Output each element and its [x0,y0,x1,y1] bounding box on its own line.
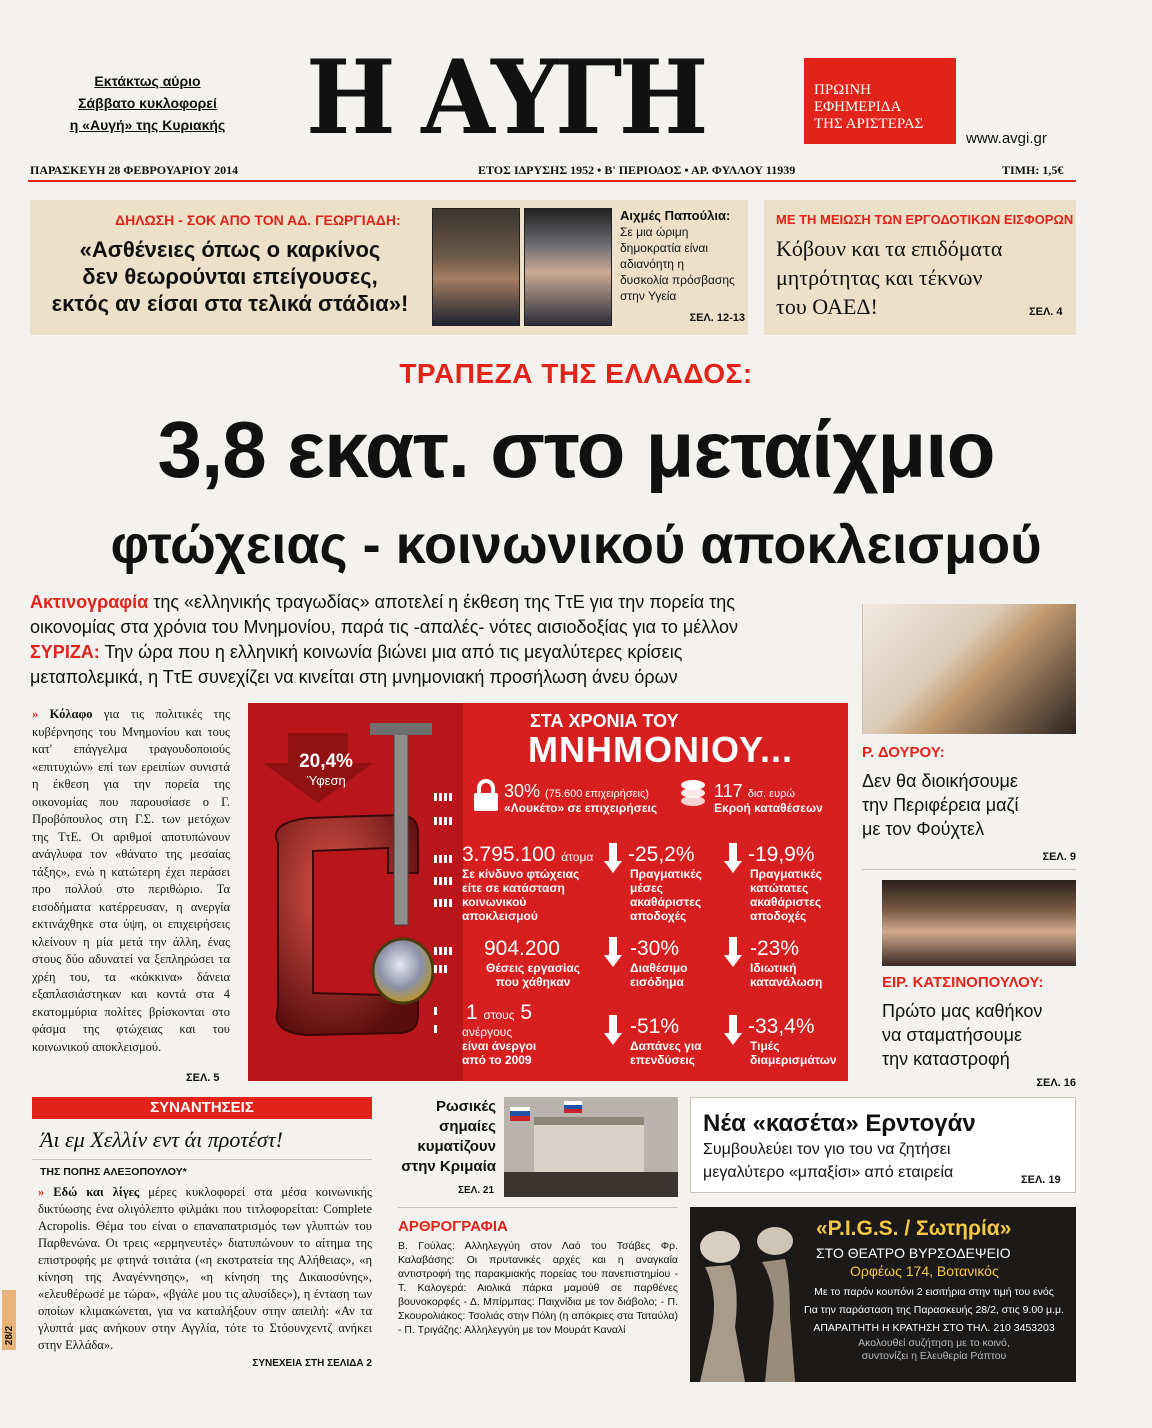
income-line-2: εισόδημα [630,975,684,989]
lead-para-1 [30,590,840,615]
meetings-divider [32,1159,372,1160]
consumption-label [750,961,822,989]
lead-page-ref: ΣΕΛ. 5 [186,1072,220,1084]
down-arrow-icon [724,937,742,967]
wages-min-line-4: αποδοχές [750,909,807,923]
income-label [630,961,687,989]
deposits-value: 117 [714,781,743,801]
crimea-line-4: στην Κριμαία [401,1158,496,1175]
down-arrow-icon [604,937,622,967]
wages-min-label [750,867,822,923]
recession-label: Ύφεση [306,773,346,788]
newspaper-title: Η ΑΥΓΗ [306,38,705,158]
issue-date: ΠΑΡΑΣΚΕΥΗ 28 ΦΕΒΡΟΥΑΡΙΟΥ 2014 [30,163,239,177]
wages-min-line-1: Πραγματικές [750,867,822,881]
dourou-quote[interactable] [862,769,1076,841]
people-icons [432,787,456,1080]
crimea-line-1: Ρωσικές [435,1098,496,1115]
georgiadis-photo [432,208,520,326]
poverty-value: 3.795.100 [462,843,556,866]
katsinopoulou-quote[interactable] [882,999,1076,1071]
jobs-label [480,961,586,989]
promo-line-4: Ακολουθεί συζήτηση με το κοινό, [858,1337,1010,1349]
right-column [862,604,1076,1089]
oaed-kicker: ΜΕ ΤΗ ΜΕΙΩΣΗ ΤΩΝ ΕΡΓΟΔΟΤΙΚΩΝ ΕΙΣΦΟΡΩΝ [776,212,1074,227]
down-arrow-icon [604,1015,622,1045]
lead-para-2-line-1: Την ώρα που η ελληνική κοινωνία βιώνει μια από τις μεγαλύτερες κρίσεις [99,642,683,662]
promo-title: «P.I.G.S. / Σωτηρία» [816,1217,1012,1240]
aside-line-3: αδιανόητη η [620,257,684,271]
poverty-unit: άτομα [561,850,594,864]
infographic-title-big: ΜΝΗΜΟΝΙΟΥ... [528,729,794,770]
tagline-line-1: ΠΡΩΙΝΗ [814,82,871,98]
lead-para-1-line-1: της «ελληνικής τραγωδίας» αποτελεί η έκθεση της ΤτΕ για την πορεία της [148,592,735,612]
oaed-headline [776,234,1002,321]
edge-date: 28/2 [4,1325,16,1346]
poverty-row [462,843,593,869]
lead-para-2-red: ΣΥΡΙΖΑ: [30,642,100,662]
aside-line-1: Σε μια ώριμη [620,225,689,239]
teaser-oaed[interactable] [764,200,1076,335]
dourou-line-3: με τον Φούχτελ [862,819,985,839]
right-divider [862,869,1076,870]
infographic-memorandum [248,703,848,1081]
katsinopoulou-name: ΕΙΡ. ΚΑΤΣΙΝΟΠΟΥΛΟΥ: [882,974,1044,991]
katsinopoulou-line-3: την καταστροφή [882,1049,1010,1069]
poverty-line-4: αποκλεισμού [462,909,538,923]
wages-avg-value: -25,2% [628,843,695,866]
wages-avg-line-3: ακαθάριστες [630,895,702,909]
closed-label: «Λουκέτο» σε επιχειρήσεις [504,801,658,815]
prices-value: -33,4% [748,1015,815,1038]
jobs-line-1: Θέσεις εργασίας [486,961,580,975]
crimea-line-2: σημαίες [439,1118,496,1135]
aside-page-ref: ΣΕΛ. 12-13 [689,312,745,324]
unemployment-five: 5 [520,1001,533,1024]
tagline-line-3: ΤΗΣ ΑΡΙΣΤΕΡΑΣ [814,116,924,132]
consumption-value: -23% [750,937,800,960]
aside-line-2: δημοκρατία είναι [620,241,709,255]
crimea-photo [504,1097,678,1197]
quote-line-1: «Ασθένειες όπως ο καρκίνος [79,237,381,262]
down-arrow-icon [724,843,742,873]
papoulias-photo [524,208,612,326]
people-icon-column [432,787,456,1077]
articles-header: ΑΡΘΡΟΓΡΑΦΙΑ [398,1218,508,1235]
deposits-unit: δισ. ευρώ [747,788,795,800]
erdogan-teaser[interactable] [690,1097,1076,1193]
lead-body-bold: Κόλαφο [49,707,93,721]
quote-line-2: δεν θεωρούνται επείγουσες, [82,264,378,289]
crimea-teaser[interactable] [398,1097,678,1197]
infographic-title-small: ΣΤΑ ΧΡΟΝΙΑ ΤΟΥ [530,711,679,731]
promo-details [792,1283,1076,1363]
oaed-page-ref: ΣΕΛ. 4 [1029,306,1063,318]
unemployment-line-1: ανέργους [462,1025,513,1039]
wages-min-line-3: ακαθάριστες [750,895,822,909]
jobs-line-2: που χάθηκαν [495,975,571,989]
teaser-georgiadis[interactable] [30,200,748,335]
meetings-body-text: μέρες κυκλοφορεί στα μέσα κοινωνικής δικτύωσης ένα ολιγόλεπτο φιλμάκι που τιτλοφορείται: Complete Acropolis. Θέμα του είναι ο επαναπατρισμός των γλυπτών του Παρθενώνα. Οι τρεις «ερμηνευτές» διατυπώνουν το αίτημα της επιστροφής με φτηνά τσιτάτα («η εκστρατεία της Αλήθειας», «η κίνηση της Αναγέννησης», «η κίνηση της Δικαιοσύνης», «ελευθέρωσέ με τώρα», «βγάλε μου τις αλυσίδες»), η ένταση των οποίων κλιμακώνεται, για να καταλήξουν στην απειλή: «Αν τα γλυπτά μας ανήκουν στην Αγγλία, τότε το Στόουνχεντζ ανήκει στην Ελλάδα». [38,1185,372,1352]
teaser-kicker: ΔΗΛΩΣΗ - ΣΟΚ ΑΠΟ ΤΟΝ ΑΔ. ΓΕΩΡΓΙΑΔΗ: [115,212,401,228]
spending-value: -51% [630,1015,680,1038]
katsinopoulou-line-1: Πρώτο μας καθήκον [882,1001,1043,1021]
weekend-note [60,70,235,136]
spending-line-2: επενδύσεις [630,1053,695,1067]
prices-line-2: διαμερισμάτων [750,1053,837,1067]
lead-body-text: για τις πολιτικές της κυβέρνησης του Μνημονίου και τους κατ' επάγγελμα τραγουδοποιούς «επιτυχιών» επί των ερειπίων συνιστά η έκθεση για την πορεία της οικονομίας που παρουσίασε ο Γ. Προβόπουλος στη Γ.Σ. των μετόχων της ΤτΕ. Οι αριθμοί αποτυπώνουν ανάγλυφα τον «θάνατο της μεσαίας τάξης», ενώ η κατώτερη έχει περάσει προ πολλού στο περιθώριο. Τα εισοδήματα κατέρρευσαν, η ανεργία εκτινάχθηκε στα ύψη, οι επιχειρήσεις κλείνουν η μία μετά την άλλη, ένας στους δύο αδυνατεί να ξεπληρώσει τα χρέη του, τα «κόκκινα» δάνεια εξαπλασιάστηκαν και κοντά στα 4 εκατομμύρια πολίτες βρίσκονται στο φάσμα της φτώχειας και του κοινωνικού αποκλεισμού. [32,707,231,1054]
recession-badge [286,751,366,788]
katsinopoulou-line-2: να σταματήσουμε [882,1025,1023,1045]
oaed-line-1: Κόβουν και τα επιδόματα [776,236,1003,261]
weekend-note-line-3: η «Αυγή» της Κυριακής [69,117,226,133]
promo-line-2: Για την παράσταση της Παρασκευής 28/2, στις 9.00 μ.μ. [804,1304,1064,1316]
wages-min-line-2: κατώτατες [750,881,809,895]
wages-avg-label [630,867,702,923]
erdogan-line-1: Συμβουλεύει τον γιο του να ζητήσει [703,1141,951,1158]
erdogan-page-ref: ΣΕΛ. 19 [1021,1174,1061,1186]
jobs-value: 904.200 [484,937,560,960]
dourou-line-1: Δεν θα διοικήσουμε [862,771,1018,791]
weekend-note-line-1: Εκτάκτως αύριο [94,73,201,89]
coins-icon [678,777,708,813]
dourou-page-ref: ΣΕΛ. 9 [1042,851,1076,863]
erdogan-summary [703,1138,1075,1184]
price: ΤΙΜΗ: 1,5€ [1002,163,1064,177]
lead-subheadline[interactable]: φτώχειας - κοινωνικού αποκλεισμού [110,515,1042,575]
quote-line-3: εκτός αν είσαι στα τελικά στάδια»! [51,291,409,316]
unemployment-ratio [466,1001,532,1027]
consumption-line-2: κατανάλωση [750,975,823,989]
promo-venue: ΣΤΟ ΘΕΑΤΡΟ ΒΥΡΣΟΔΕΨΕΙΟ [816,1245,1011,1261]
meetings-title[interactable]: Άι εμ Χελλίν εντ άι προτέστ! [40,1127,283,1152]
meetings-header: ΣΥΝΑΝΤΗΣΕΙΣ [32,1097,372,1119]
chevron-icon: » [38,1185,45,1199]
meetings-column [32,1097,372,1377]
website-link[interactable]: www.avgi.gr [966,130,1047,147]
lead-kicker: ΤΡΑΠΕΖΑ ΤΗΣ ΕΛΛΑΔΟΣ: [399,358,753,389]
masthead-divider [28,180,1076,182]
lead-para-1-red: Ακτινογραφία [30,592,149,612]
tagline-box [804,58,956,144]
wages-avg-line-2: μέσες [630,881,663,895]
articles-box [398,1207,678,1377]
down-arrow-icon [724,1015,742,1045]
crimea-page-ref: ΣΕΛ. 21 [458,1185,495,1196]
lead-para-1-line-2: οικονομίας στα χρόνια του Μνημονίου, παρά τις -απαλές- νότες αισιοδοξίας για το μέλλον [30,617,739,637]
theatre-promo[interactable] [690,1207,1076,1382]
meetings-continued: ΣΥΝΕΧΕΙΑ ΣΤΗ ΣΕΛΙΔΑ 2 [252,1358,372,1369]
promo-line-1: Με το παρόν κουπόνι 2 εισιτήρια στην τιμή του ενός [814,1286,1054,1298]
deposits-label: Εκροή καταθέσεων [714,801,823,815]
erdogan-line-2: μεγαλύτερο «μπαξίσι» από εταιρεία [703,1164,954,1181]
erdogan-title: Νέα «κασέτα» Ερντογάν [703,1110,976,1137]
poverty-line-1: Σε κίνδυνο φτώχειας [462,867,580,881]
wages-avg-line-1: Πραγματικές [630,867,702,881]
dourou-line-2: την Περιφέρεια μαζί [862,795,1019,815]
chevron-icon: » [32,707,39,721]
aside-line-5: στην Υγεία [620,289,677,303]
spending-line-1: Δαπάνες για [630,1039,702,1053]
meetings-body [32,1184,372,1354]
lead-para-2-line-2: μεταπολεμικά, η ΤτΕ συνεχίζει να κινείται στη μνημονιακή προσήλωση άνευ όρων [30,667,678,687]
unemployment-line-2: είναι άνεργοι [462,1039,537,1053]
katsinopoulou-photo [882,880,1076,966]
dourou-photo [862,604,1076,734]
spending-label [630,1039,702,1067]
wages-min-value: -19,9% [748,843,815,866]
promo-address: Ορφέως 174, Βοτανικός [850,1263,999,1279]
recession-value: 20,4% [299,751,353,772]
lock-icon [470,779,502,813]
down-arrow-icon [604,843,622,873]
lead-para-2 [30,640,840,665]
papoulias-aside [620,208,745,326]
teaser-quote [30,236,430,317]
poverty-line-3: κοινωνικού [462,895,527,909]
articles-list: Β. Γούλας: Αλληλεγγύη στον Λαό του Τσάβες Φρ. Καλαβάσης: Οι πρυτανικές αρχές και η αναγκαία αντιστροφή της παρακμιακής πορείας του πανεπιστημίου - Τ. Καλογερά: Αιολικά πάρκα μαμούθ σε παρθένες βουνοκορφές - Δ. Μπίρμπας: Παιχνίδια με τον διάβολο; - Π. Σκουρολιάκος: Τσολιάς στην Πόλη (η απόκριες στα Ταταύλα) - Π. Τριγάζης: Αλληλεγγύη με τον Μουράτ Καναλί [398,1240,678,1336]
meetings-byline: ΤΗΣ ΠΟΠΗΣ ΑΛΕΞΟΠΟΥΛΟΥ* [40,1166,187,1178]
crimea-headline [398,1097,496,1177]
pig-mask-photo [690,1207,800,1382]
katsinopoulou-page-ref: ΣΕΛ. 16 [1036,1077,1076,1089]
income-value: -30% [630,937,680,960]
meetings-body-bold: Εδώ και λίγες [53,1185,140,1199]
tagline-line-2: ΕΦΗΜΕΡΙΔΑ [814,99,902,115]
lead-headline[interactable]: 3,8 εκατ. στο μεταίχμιο [157,405,995,494]
lead-summary [30,590,840,690]
weekend-note-line-2: Σάββατο κυκλοφορεί [78,95,217,111]
unemployment-one: 1 [466,1001,478,1024]
closed-value: 30% [504,781,541,801]
unemployment-mid: στους [483,1008,515,1022]
wages-avg-line-4: αποδοχές [630,909,687,923]
aside-line-4: δυσκολία πρόσβασης [620,273,735,287]
unemployment-label [462,1025,536,1067]
crimea-line-3: κυματίζουν [417,1138,496,1155]
dourou-name: Ρ. ΔΟΥΡΟΥ: [862,744,945,761]
promo-line-5: συντονίζει η Ελευθερία Ράπτου [861,1350,1007,1362]
oaed-line-3: του ΟΑΕΔ! [776,294,878,319]
aside-title: Αιχμές Παπούλια: [620,208,731,223]
prices-line-1: Τιμές [750,1039,780,1053]
consumption-line-1: Ιδιωτική [750,961,797,975]
promo-line-3: ΑΠΑΡΑΙΤΗΤΗ Η ΚΡΑΤΗΣΗ ΣΤΟ ΤΗΛ. 210 3453203 [813,1322,1055,1334]
closed-paren: (75.600 επιχειρήσεις) [545,788,649,800]
poverty-label [462,867,579,923]
unemployment-line-3: από το 2009 [462,1053,532,1067]
poverty-line-2: είτε σε κατάσταση [462,881,565,895]
income-line-1: Διαθέσιμο [630,961,688,975]
issue-info: ΕΤΟΣ ΙΔΡΥΣΗΣ 1952 • Β' ΠΕΡΙΟΔΟΣ • ΑΡ. ΦΥΛΛΟΥ 11939 [478,163,796,177]
oaed-line-2: μητρότητας και τέκνων [776,265,983,290]
lead-body [32,706,230,1056]
prices-label [750,1039,837,1067]
